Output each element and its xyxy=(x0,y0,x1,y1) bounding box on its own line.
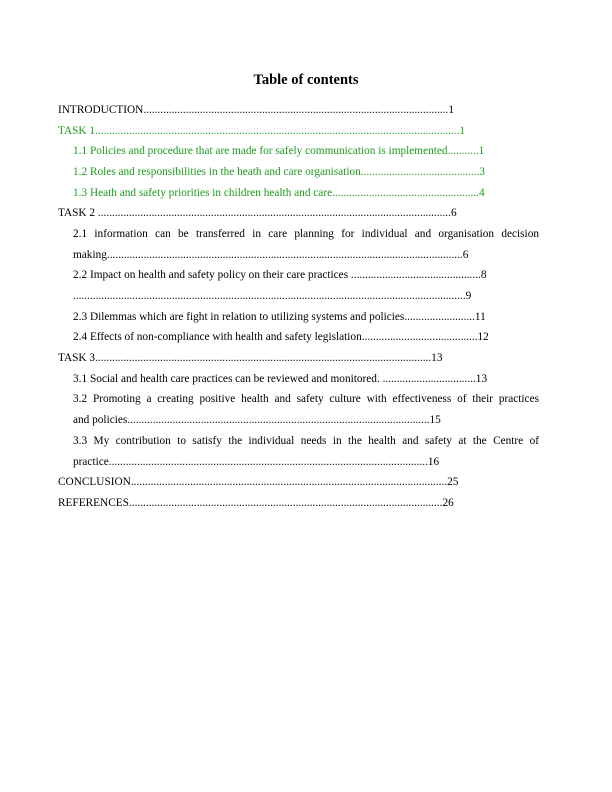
toc-entry-2-2[interactable]: 2.2 Impact on health and safety policy on their care practices ..............................................8 xyxy=(73,269,487,281)
toc-entry-2-2-continued[interactable]: ...........................................................................................................................................9 xyxy=(73,290,472,302)
toc-entry-references[interactable]: REFERENCES...............................................................................................................26 xyxy=(58,497,454,509)
toc-entry-task1[interactable]: TASK 1.................................................................................................................................1 xyxy=(58,125,466,137)
toc-entry-3-3-line1[interactable]: 3.3 My contribution to satisfy the individual needs in the health and safety at the Centre of xyxy=(73,435,539,447)
toc-entry-2-1-line1[interactable]: 2.1 information can be transferred in care planning for individual and organisation decision xyxy=(73,228,539,240)
toc-entry-3-2-line1[interactable]: 3.2 Promoting a creating positive health and safety culture with effectiveness of their practices xyxy=(73,393,539,405)
toc-entry-1-1[interactable]: 1.1 Policies and procedure that are made for safely communication is implemented...........1 xyxy=(73,145,485,157)
toc-entry-2-4[interactable]: 2.4 Effects of non-compliance with health and safety legislation.........................................12 xyxy=(73,331,489,343)
toc-entry-3-3-line2[interactable]: practice.................................................................................................................16 xyxy=(73,456,440,468)
toc-entry-3-1[interactable]: 3.1 Social and health care practices can be reviewed and monitored. .................................13 xyxy=(73,373,488,385)
toc-entry-task3[interactable]: TASK 3.......................................................................................................................13 xyxy=(58,352,443,364)
toc-title: Table of contents xyxy=(253,72,359,88)
toc-entry-2-3[interactable]: 2.3 Dilemmas which are fight in relation to utilizing systems and policies.........................11 xyxy=(73,311,486,323)
toc-entry-2-1-line2[interactable]: making..............................................................................................................................6 xyxy=(73,249,469,261)
toc-entry-3-2-line2[interactable]: and policies...........................................................................................................15 xyxy=(73,414,441,426)
toc-entry-introduction[interactable]: INTRODUCTION............................................................................................................1 xyxy=(58,104,455,116)
toc-entry-1-2[interactable]: 1.2 Roles and responsibilities in the heath and care organisation..........................................3 xyxy=(73,166,486,178)
toc-entry-1-3[interactable]: 1.3 Heath and safety priorities in children health and care....................................................4 xyxy=(73,187,485,199)
toc-entry-task2[interactable]: TASK 2 .............................................................................................................................6 xyxy=(58,207,457,219)
toc-entry-conclusion[interactable]: CONCLUSION................................................................................................................25 xyxy=(58,476,459,488)
